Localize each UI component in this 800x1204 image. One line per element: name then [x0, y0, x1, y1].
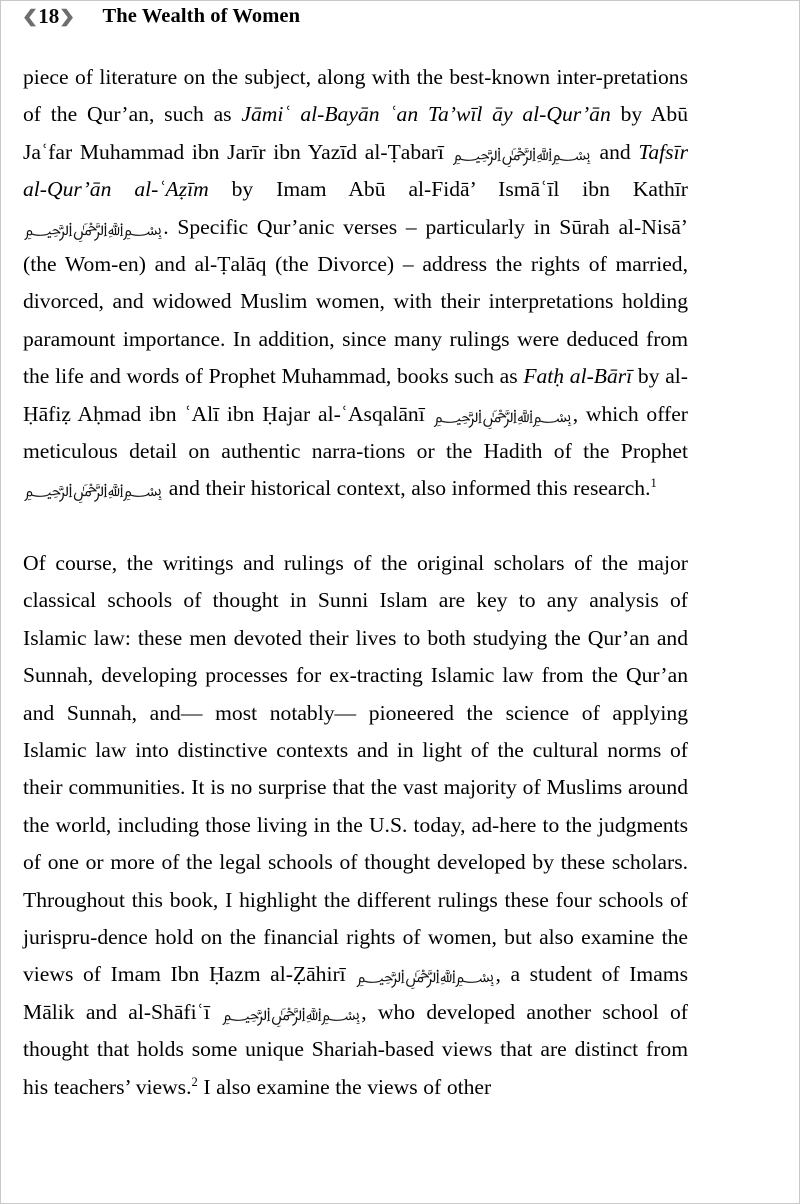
ornament-right-icon: ❯: [59, 7, 76, 26]
footnote-marker[interactable]: 2: [191, 1074, 198, 1089]
running-title: The Wealth of Women: [102, 5, 301, 27]
rahimahullah-icon: ﷽: [452, 143, 591, 164]
paragraph: piece of literature on the subject, along with the best-known inter-pretations of the Qur’an, such as Jāmiʿ al-Bayān ʿan Ta’wīl āy al-Qur’ān by Abū Jaʿfar Muhammad ibn Jarīr ibn Yazīd al-Ṭabarī ﷽ and Tafsīr al-Qur’ān al-ʿAẓīm by Imam Abū al-Fidā’ Ismāʿīl ibn Kathīr ﷽. Specific Qur’anic verses – particularly in Sūrah al-Nisā’ (the Wom-en) and al-Ṭalāq (the Divorce) – address the rights of married, divorced, and widowed Muslim women, with their interpretations holding paramount importance. In addition, since many rulings were deduced from the life and words of Prophet Muhammad, books such as Fatḥ al-Bārī by al-Ḥāfiẓ Aḥmad ibn ʿAlī ibn Ḥajar al-ʿAsqalānī ﷽, which offer meticulous detail on authentic narra-tions or the Hadith of the Prophet ﷽ and their historical context, also informed this research.$^1$: [23, 65, 688, 501]
footnote-marker[interactable]: 1: [650, 476, 657, 491]
folio-block: [23, 6, 75, 27]
ornament-left-icon: ❮: [21, 7, 39, 26]
rahimahullah-icon: ﷽: [222, 1003, 361, 1024]
book-title-italic: Jāmiʿ al-Bayān ʿan Ta’wīl āy al-Qur’ān: [241, 102, 611, 127]
book-title-italic: Fatḥ al-Bārī: [523, 364, 633, 389]
rahimahullah-icon: ﷽: [433, 405, 572, 426]
book-title-italic: Tafsīr al-Qur’ān al-ʿAẓīm: [23, 139, 688, 202]
page-number: 18: [38, 4, 60, 28]
rahimahullah-icon: ﷽: [356, 966, 495, 987]
body-text: [23, 59, 688, 1106]
sallallahu-alayhi-wasallam-icon: ﷽: [24, 480, 163, 501]
paragraph: Of course, the writings and rulings of the original scholars of the major classical schools of thought in Sunni Islam are key to any analysis of Islamic law: these men devoted their lives to both studying the Qur’an and Sunnah, developing processes for ex-tracting Islamic law from the Qur’an and Sunnah, and— most notably— pioneered the science of applying Islamic law into distinctive contexts and in light of the cultural norms of their communities. It is no surprise that the vast majority of Muslims around the world, including those living in the U.S. today, ad-here to the judgments of one or more of the legal schools of thought developed by these scholars. Throughout this book, I highlight the different rulings these four schools of jurispru-dence hold on the financial rights of women, but also examine the views of Imam Ibn Ḥazm al-Ẓāhirī ﷽, a student of Imams Mālik and al-Shāfiʿī ﷽, who developed another school of thought that holds some unique Shariah-based views that are distinct from his teachers’ views.$^2$ I also examine the views of other: [23, 550, 688, 1099]
rahimahullah-icon: ﷽: [24, 218, 163, 239]
running-head: [23, 6, 775, 36]
